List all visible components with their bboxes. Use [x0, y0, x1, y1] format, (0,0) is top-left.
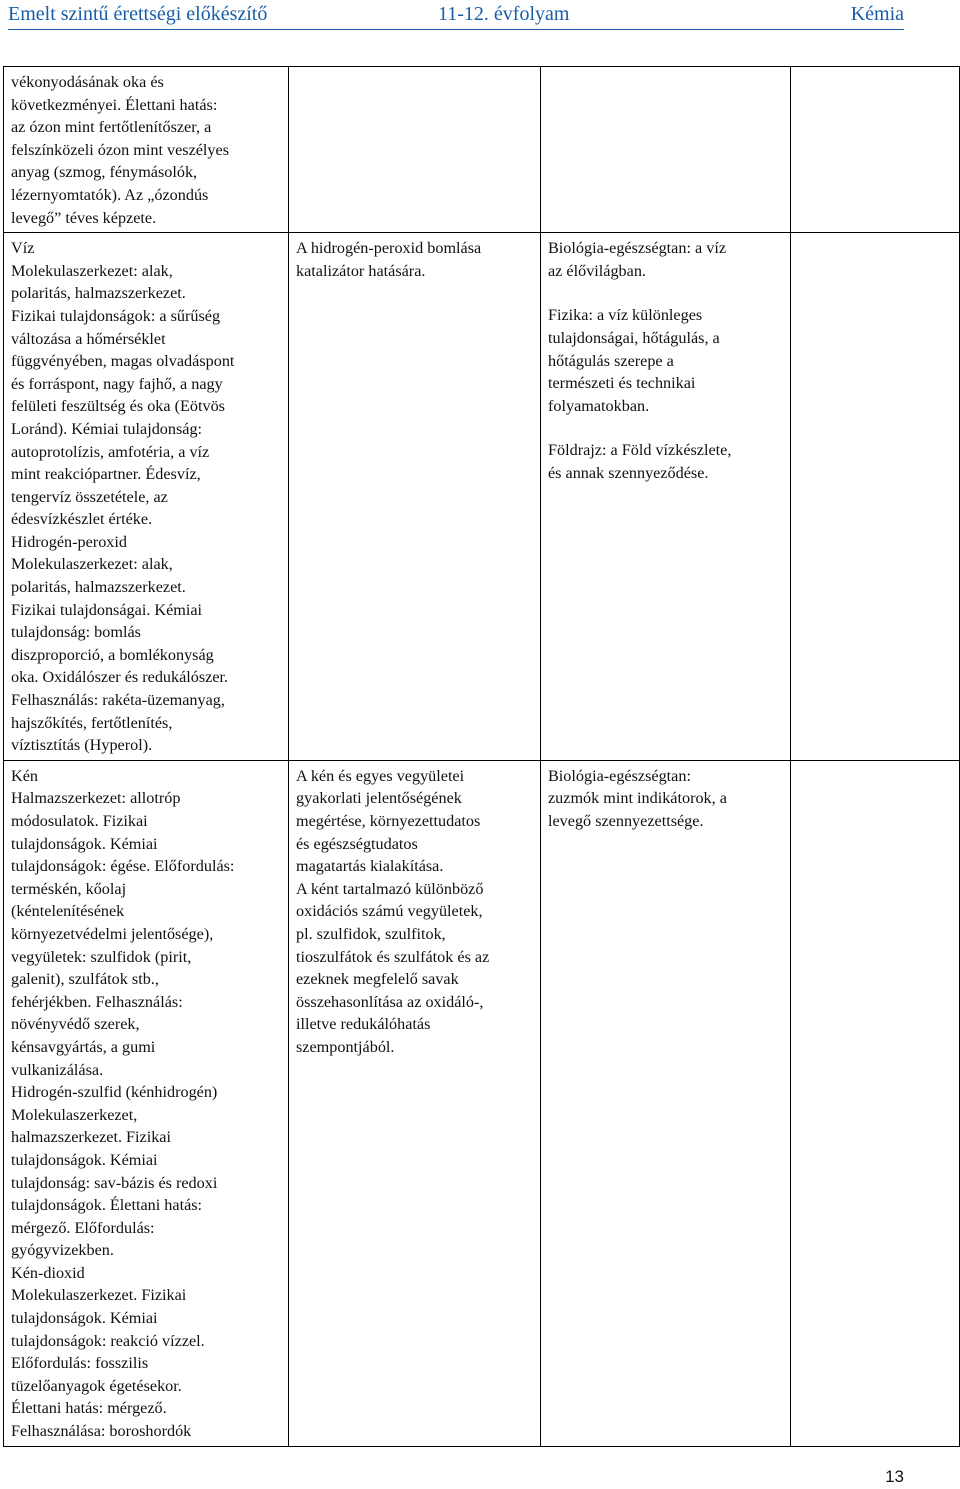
text-line: szempontjából. [296, 1037, 395, 1056]
page-header [8, 0, 904, 28]
text-line: Fizikai tulajdonságok: a sűrűség [11, 306, 221, 325]
text-line: és egészségtudatos [296, 834, 418, 853]
text-line: tulajdonságok: reakció vízzel. [11, 1331, 205, 1350]
text-line: folyamatokban. [548, 396, 650, 415]
text-line: gyógyvizekben. [11, 1241, 114, 1260]
text-line: Víz [11, 239, 35, 258]
text-line: felületi feszültség és oka (Eötvös [11, 397, 225, 416]
empty-cell [791, 760, 960, 1446]
text-line: Földrajz: a Föld vízkészlete, [548, 441, 732, 460]
header-grade: 11-12. évfolyam [438, 3, 570, 25]
text-line: környezetvédelmi jelentősége), [11, 924, 214, 943]
header-divider [8, 29, 904, 30]
text-line: megértése, környezettudatos [296, 812, 481, 830]
text-line: tulajdonságai, hőtágulás, a [548, 328, 720, 347]
empty-cell [791, 67, 960, 233]
connection-paragraph [548, 304, 783, 417]
text-line: lézernyomtatók). Az „ózondús [11, 185, 209, 204]
text-line: tioszulfátok és szulfátok és az [296, 947, 490, 966]
text-line: levegő szennyezettsége. [548, 812, 704, 830]
text-line: tulajdonságok. Kémiai [11, 1309, 158, 1328]
connection-paragraph [548, 439, 783, 484]
text-line: Hidrogén-peroxid [11, 532, 127, 551]
curriculum-table [3, 66, 960, 1447]
content-cell [4, 67, 289, 233]
text-line: Előfordulás: fosszilis [11, 1354, 149, 1373]
text-line: következményei. Élettani hatás: [11, 95, 218, 114]
text-line: galenit), szulfátok stb., [11, 970, 159, 989]
text-line: édesvízkészlet értéke. [11, 510, 153, 529]
text-line: Élettani hatás: mérgező. [11, 1399, 167, 1418]
text-line: mint reakciópartner. Édesvíz, [11, 465, 201, 484]
connection-paragraph [548, 237, 783, 282]
text-line: polaritás, halmazszerkezet. [11, 284, 186, 303]
text-line: tulajdonság: bomlás [11, 623, 141, 642]
activities-cell [289, 67, 541, 233]
text-line: Loránd). Kémiai tulajdonság: [11, 419, 203, 438]
text-line: felszínközeli ózon mint veszélyes [11, 140, 230, 159]
text-line: Molekulaszerkezet: alak, [11, 261, 173, 280]
connections-cell [541, 233, 791, 761]
text-line: Kén-dioxid [11, 1263, 85, 1282]
text-line: tulajdonságok. Kémiai [11, 834, 158, 853]
text-line: zuzmók mint indikátorok, a [548, 789, 727, 808]
text-line: vékonyodásának oka és [11, 73, 164, 91]
text-line: polaritás, halmazszerkezet. [11, 578, 186, 597]
text-line: oka. Oxidálószer és redukálószer. [11, 668, 229, 687]
text-line: tulajdonságok: égése. Előfordulás: [11, 857, 235, 876]
text-line: fehérjékben. Felhasználás: [11, 992, 183, 1011]
text-line: Hidrogén-szulfid (kénhidrogén) [11, 1083, 218, 1102]
text-line: katalizátor hatására. [296, 261, 426, 280]
connections-cell [541, 760, 791, 1446]
text-line: módosulatok. Fizikai [11, 812, 148, 830]
text-line: függvényében, magas olvadáspont [11, 352, 235, 371]
text-line: természeti és technikai [548, 374, 696, 393]
text-line: összehasonlítása az oxidáló-, [296, 992, 484, 1011]
content-cell [4, 760, 289, 1446]
text-line: oxidációs számú vegyületek, [296, 902, 483, 921]
text-line: vulkanizálása. [11, 1060, 104, 1079]
content-cell [4, 233, 289, 761]
text-line: anyag (szmog, fénymásolók, [11, 163, 198, 182]
text-line: autoprotolízis, amfotéria, a víz [11, 442, 210, 461]
text-line: illetve redukálóhatás [296, 1015, 431, 1034]
text-line: és annak szennyeződése. [548, 463, 709, 482]
text-line: mérgező. Előfordulás: [11, 1218, 155, 1237]
text-line: Molekulaszerkezet, [11, 1105, 138, 1124]
text-line: tulajdonság: sav-bázis és redoxi [11, 1173, 218, 1192]
table-row [4, 760, 960, 1446]
text-line: tulajdonságok. Élettani hatás: [11, 1196, 203, 1215]
text-line: Halmazszerkezet: allotróp [11, 789, 181, 808]
empty-cell [791, 233, 960, 761]
header-subject: Kémia [850, 3, 904, 25]
connections-cell [541, 67, 791, 233]
activities-cell [289, 233, 541, 761]
text-line: változása a hőmérséklet [11, 329, 166, 348]
text-line: az ózon mint fertőtlenítőszer, a [11, 118, 212, 137]
text-line: Molekulaszerkezet: alak, [11, 555, 173, 574]
text-line: ezeknek megfelelő savak [296, 970, 459, 989]
text-line: Molekulaszerkezet. Fizikai [11, 1286, 187, 1305]
text-line: diszproporció, a bomlékonyság [11, 645, 214, 664]
text-line: Fizika: a víz különleges [548, 306, 703, 325]
header-program-title: Emelt szintű érettségi előkészítő [8, 3, 268, 25]
text-line: terméskén, kőolaj [11, 879, 127, 898]
activities-cell [289, 760, 541, 1446]
page-number: 13 [885, 1467, 904, 1486]
text-line: és forráspont, nagy fajhő, a nagy [11, 374, 223, 393]
text-line: az élővilágban. [548, 261, 646, 280]
text-line: gyakorlati jelentőségének [296, 789, 462, 808]
text-line: Kén [11, 766, 38, 785]
text-line: pl. szulfidok, szulfitok, [296, 924, 446, 943]
text-line: tulajdonságok. Kémiai [11, 1150, 158, 1169]
text-line: levegő” téves képzete. [11, 208, 157, 227]
table-row [4, 233, 960, 761]
text-line: halmazszerkezet. Fizikai [11, 1128, 171, 1147]
text-line: növényvédő szerek, [11, 1015, 140, 1034]
text-line: A hidrogén-peroxid bomlása [296, 239, 482, 258]
text-line: tengervíz összetétele, az [11, 487, 168, 506]
text-line: tüzelőanyagok égetésekor. [11, 1376, 182, 1395]
text-line: Biológia-egészségtan: [548, 766, 691, 785]
text-line: (kéntelenítésének [11, 902, 125, 921]
connection-paragraph [548, 765, 783, 833]
text-line: Biológia-egészségtan: a víz [548, 239, 726, 258]
text-line: Felhasználás: rakéta-üzemanyag, [11, 691, 225, 710]
text-line: hajszőkítés, fertőtlenítés, [11, 713, 173, 732]
text-line: víztisztítás (Hyperol). [11, 736, 153, 755]
text-line: magatartás kialakítása. [296, 857, 444, 876]
text-line: hőtágulás szerepe a [548, 351, 674, 370]
text-line: Fizikai tulajdonságai. Kémiai [11, 600, 203, 619]
text-line: A kén és egyes vegyületei [296, 766, 465, 785]
text-line: vegyületek: szulfidok (pirit, [11, 947, 192, 966]
text-line: Felhasználása: boroshordók [11, 1422, 192, 1441]
text-line: A ként tartalmazó különböző [296, 879, 484, 898]
text-line: kénsavgyártás, a gumi [11, 1037, 156, 1056]
table-row [4, 67, 960, 233]
